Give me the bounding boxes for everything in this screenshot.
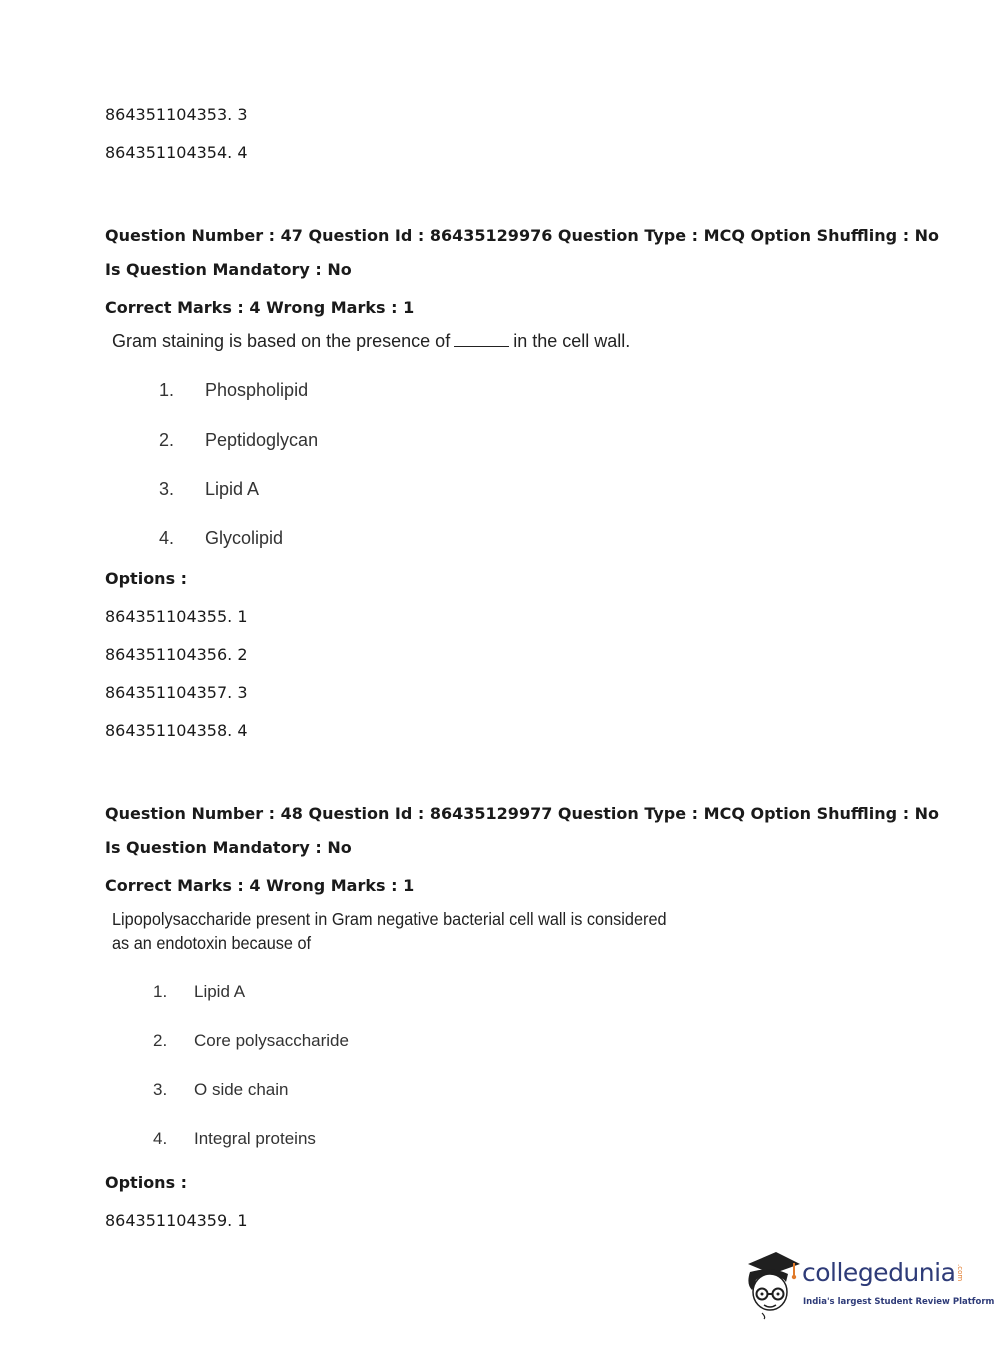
option-id-line: 864351104353. 3: [105, 105, 248, 124]
logo-wordmark: collegedunia: [802, 1258, 956, 1287]
q48-header: Question Number : 48 Question Id : 86435129977 Question Type : MCQ Option Shuffling : No: [105, 804, 940, 823]
choice-number: 1.: [159, 380, 175, 400]
option-id-line: 864351104359. 1: [105, 1211, 248, 1230]
choice-text: Glycolipid: [205, 528, 284, 548]
q48-question-line2: as an endotoxin because of: [112, 933, 312, 953]
q47-marks: Correct Marks : 4 Wrong Marks : 1: [105, 298, 415, 317]
q48-mandatory: Is Question Mandatory : No: [105, 838, 352, 857]
logo-com-suffix: .com: [956, 1264, 964, 1282]
choice-number: 2.: [159, 430, 175, 450]
choice-number: 3.: [153, 1080, 168, 1099]
q47-question-text: [112, 329, 630, 353]
choice-text: Phospholipid: [205, 380, 309, 400]
option-id-line: 864351104355. 1: [105, 607, 248, 626]
choice-number: 4.: [159, 528, 175, 548]
q47-text-after: in the cell wall.: [513, 331, 631, 351]
q47-mandatory: Is Question Mandatory : No: [105, 260, 352, 279]
option-id-line: 864351104356. 2: [105, 645, 248, 664]
mascot-icon: [742, 1250, 800, 1320]
option-id-line: 864351104354. 4: [105, 143, 248, 162]
logo-tagline: India's largest Student Review Platform: [803, 1297, 995, 1307]
option-id-line: 864351104358. 4: [105, 721, 248, 740]
choice-text: Core polysaccharide: [194, 1031, 349, 1050]
q47-options-label: Options :: [105, 569, 188, 588]
choice-number: 1.: [153, 982, 168, 1001]
option-id-line: 864351104357. 3: [105, 683, 248, 702]
choice-number: 2.: [153, 1031, 168, 1050]
choice-number: 3.: [159, 479, 175, 499]
choice-text: Integral proteins: [194, 1129, 316, 1148]
choice-text: Peptidoglycan: [205, 430, 319, 450]
choice-text: Lipid A: [194, 982, 246, 1001]
q48-question-line1: Lipopolysaccharide present in Gram negative bacterial cell wall is considered: [112, 909, 667, 929]
q47-header: Question Number : 47 Question Id : 86435129976 Question Type : MCQ Option Shuffling : No: [105, 226, 940, 245]
choice-number: 4.: [153, 1129, 168, 1148]
choice-text: O side chain: [194, 1080, 289, 1099]
q47-text-before: Gram staining is based on the presence of: [112, 331, 451, 351]
q48-marks: Correct Marks : 4 Wrong Marks : 1: [105, 876, 415, 895]
q48-options-label: Options :: [105, 1173, 188, 1192]
collegedunia-logo: [742, 1250, 995, 1320]
choice-text: Lipid A: [205, 479, 260, 499]
fill-blank: [454, 330, 509, 347]
